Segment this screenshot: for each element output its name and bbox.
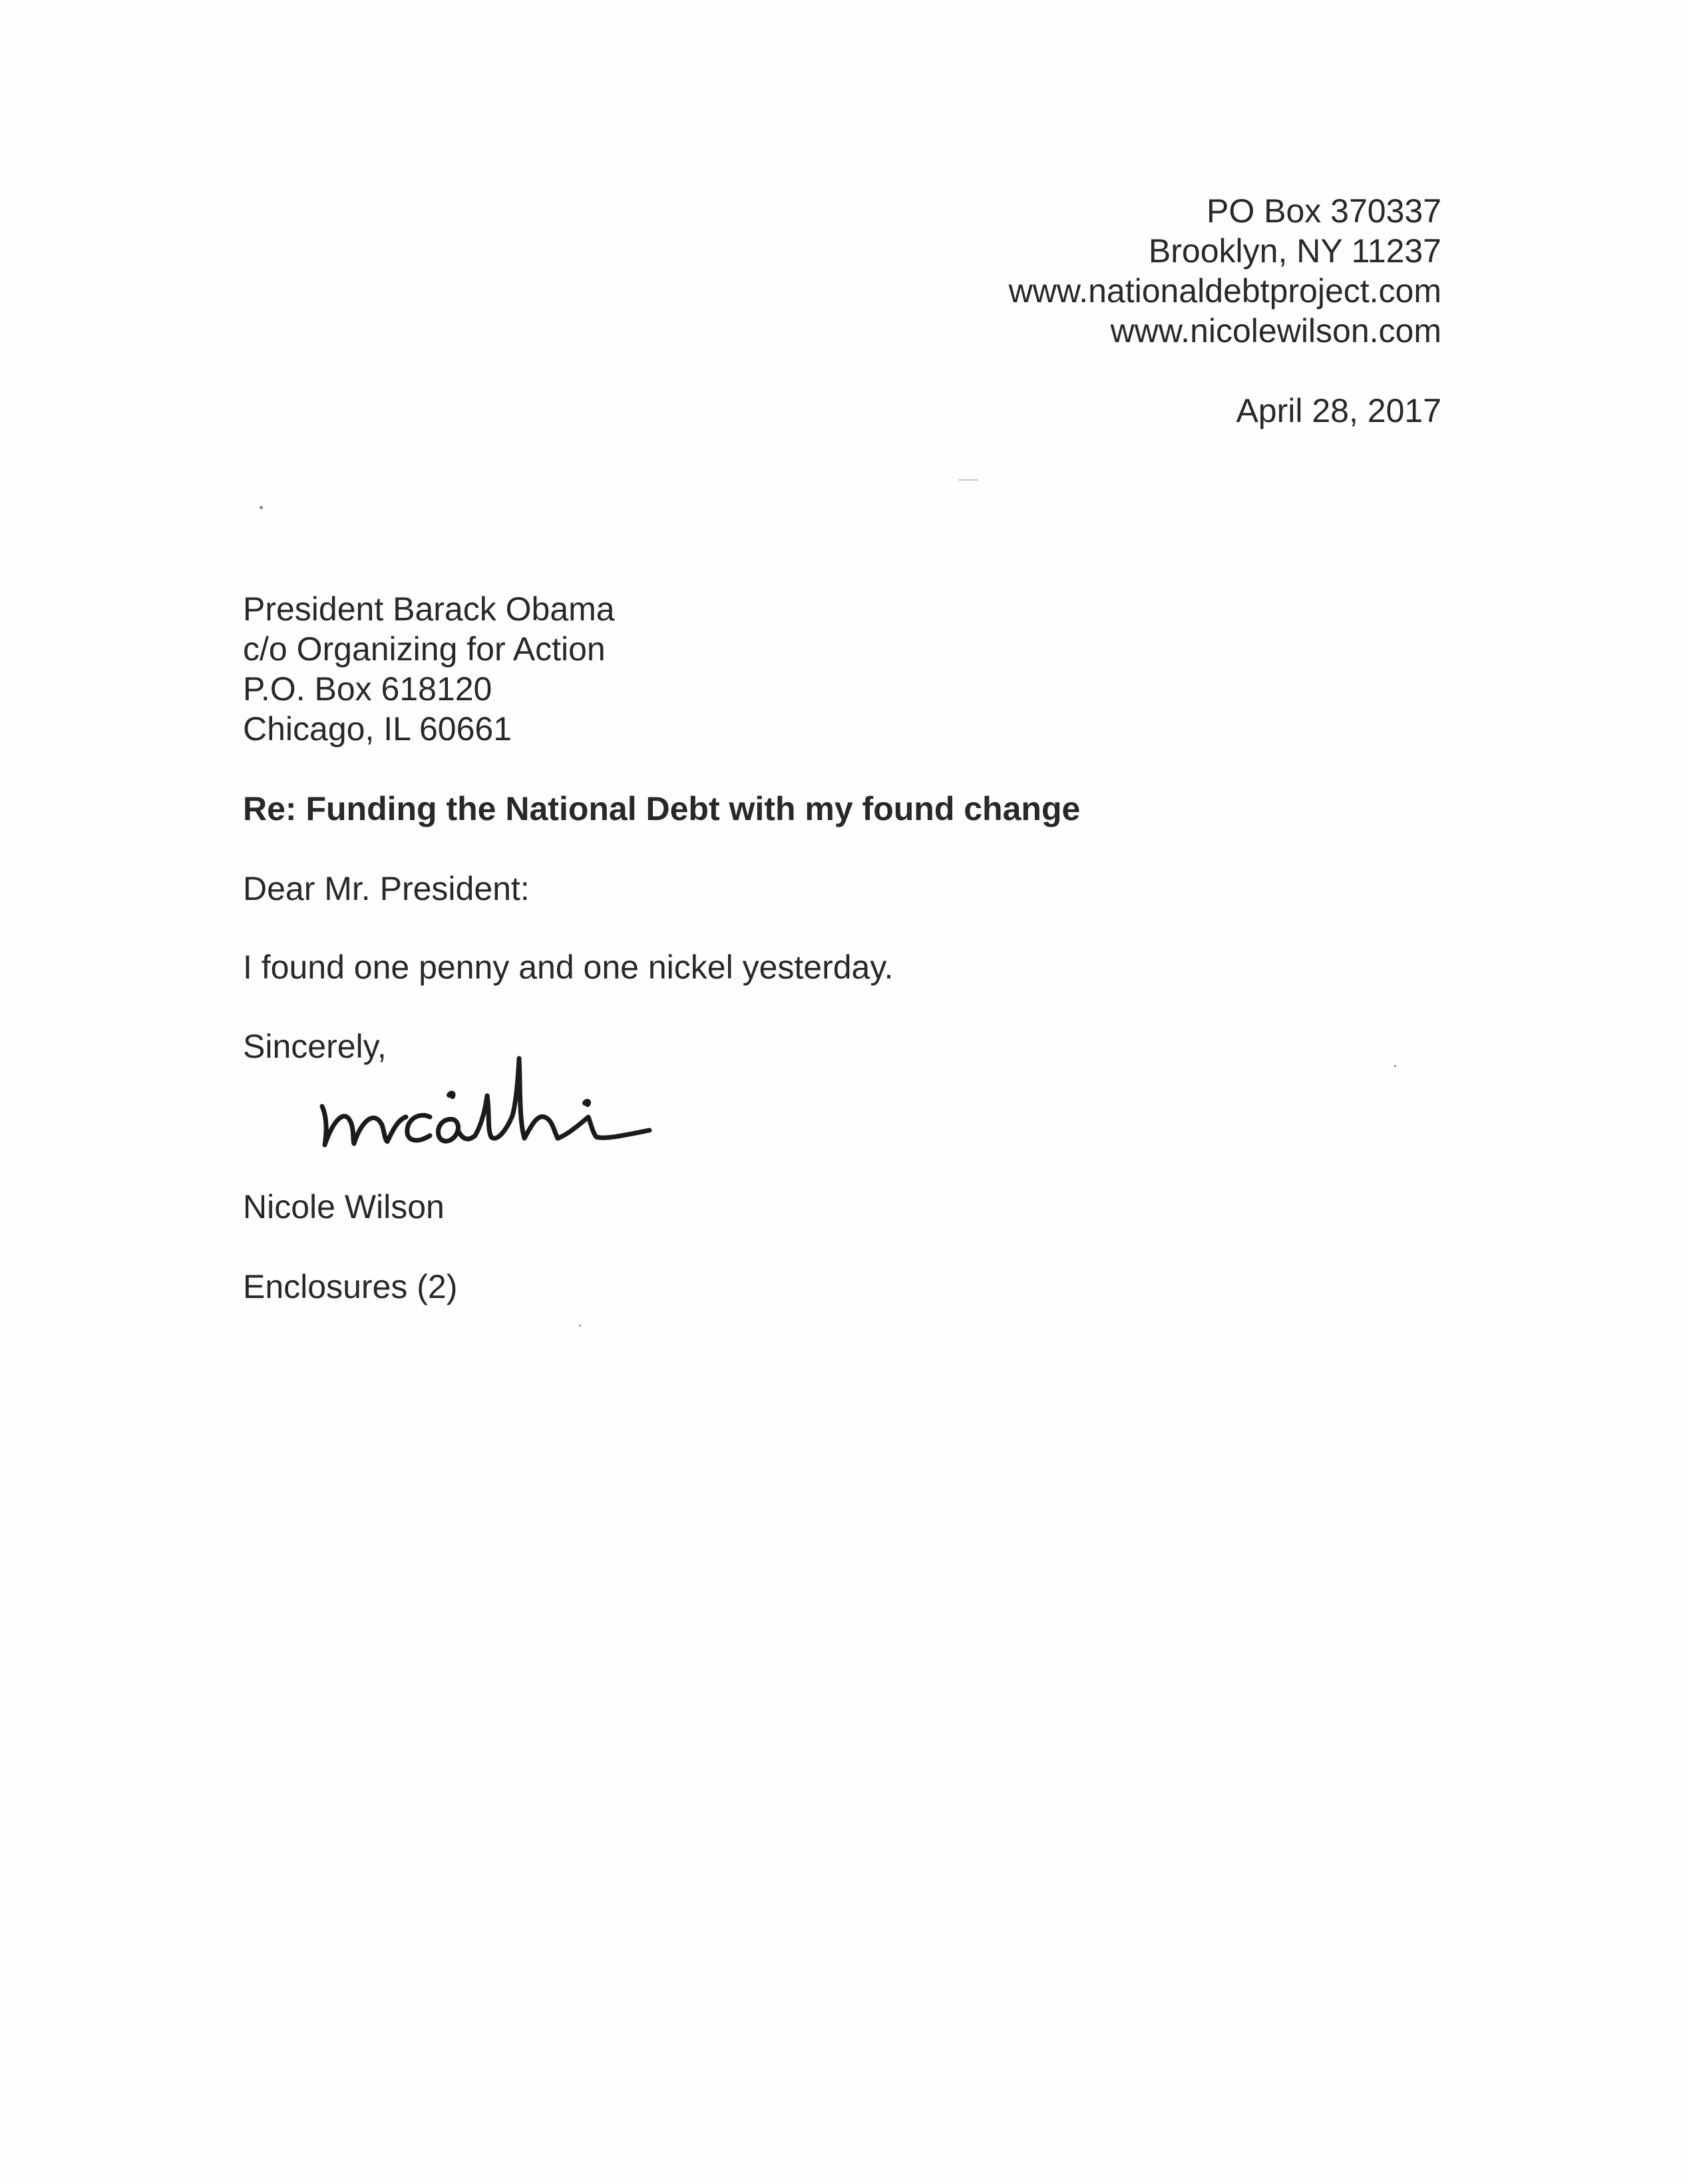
paper-speck — [958, 479, 978, 481]
letter-date: April 28, 2017 — [1236, 392, 1441, 429]
paper-speck — [1394, 1065, 1396, 1067]
sender-address-line1: PO Box 370337 — [1206, 192, 1441, 230]
sender-website-1: www.nationaldebtproject.com — [1008, 272, 1441, 310]
body-paragraph: I found one penny and one nickel yesterday. — [243, 949, 894, 986]
sender-address-block — [1009, 191, 1441, 351]
signer-name: Nicole Wilson — [243, 1188, 445, 1225]
recipient-care-of: c/o Organizing for Action — [243, 630, 606, 668]
recipient-address-block — [243, 589, 615, 749]
closing: Sincerely, — [243, 1028, 387, 1065]
sender-website-2: www.nicolewilson.com — [1110, 312, 1441, 349]
paper-speck — [260, 506, 263, 509]
salutation: Dear Mr. President: — [243, 870, 530, 907]
handwritten-signature — [313, 1045, 672, 1168]
recipient-name: President Barack Obama — [243, 590, 615, 628]
sender-address-line2: Brooklyn, NY 11237 — [1148, 232, 1441, 270]
recipient-po-box: P.O. Box 618120 — [243, 670, 492, 708]
subject-line: Re: Funding the National Debt with my found change — [243, 790, 1081, 827]
recipient-city-state-zip: Chicago, IL 60661 — [243, 710, 512, 748]
enclosures-note: Enclosures (2) — [243, 1268, 458, 1305]
letter-date-block — [1236, 391, 1441, 431]
paper-speck — [579, 1325, 581, 1327]
